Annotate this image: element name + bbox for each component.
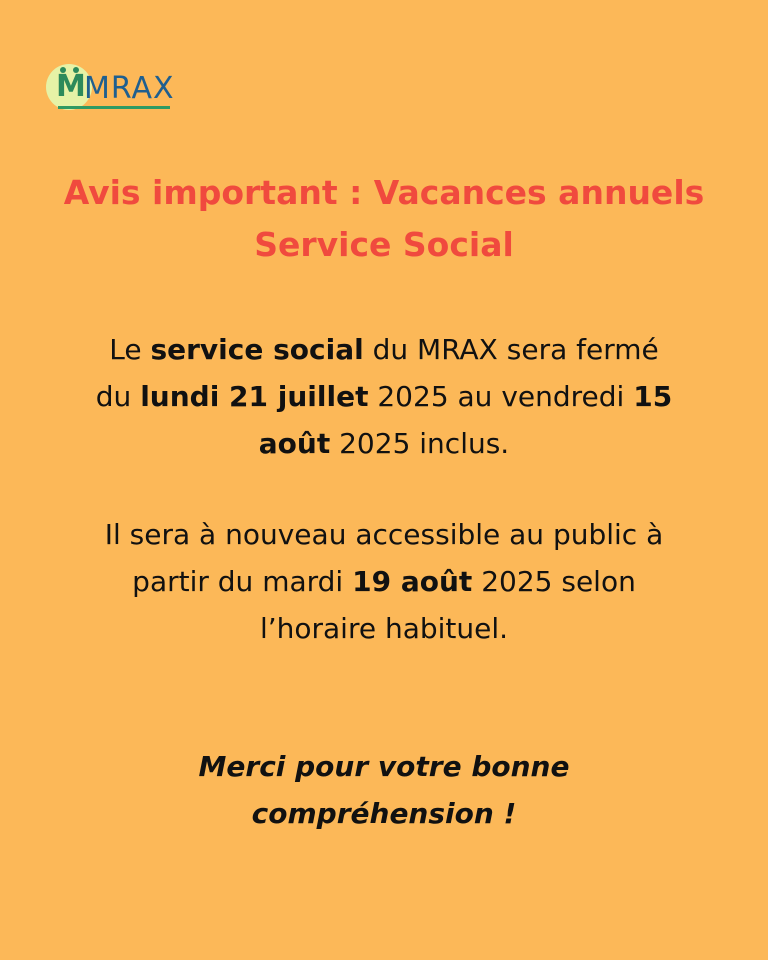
closing-line-2: compréhension ! bbox=[251, 797, 517, 830]
p1-text-2: du MRAX sera fermé bbox=[363, 333, 659, 366]
p1-bold-end-day: 15 bbox=[633, 380, 673, 413]
mrax-logo bbox=[46, 64, 175, 114]
closing-line-1: Merci pour votre bonne bbox=[198, 750, 570, 783]
title-line-2: Service Social bbox=[254, 225, 514, 264]
p2-text-3: 2025 selon bbox=[472, 565, 636, 598]
p1-bold-end-month: août bbox=[258, 427, 331, 460]
logo-text: MRAX bbox=[84, 71, 175, 106]
p1-text-1: Le bbox=[109, 333, 151, 366]
p1-text-3: du bbox=[95, 380, 141, 413]
p1-text-4: 2025 au vendredi bbox=[368, 380, 634, 413]
p2-text-4: l’horaire habituel. bbox=[259, 612, 509, 645]
closing-message bbox=[44, 743, 724, 837]
title-line-1: Avis important : Vacances annuels bbox=[63, 173, 705, 212]
p1-bold-start-date: lundi 21 juillet bbox=[140, 380, 369, 413]
notice-title bbox=[20, 167, 748, 271]
p2-text-2: partir du mardi bbox=[132, 565, 353, 598]
closure-paragraph bbox=[44, 326, 724, 467]
logo-m-glyph: M bbox=[56, 69, 86, 104]
p1-bold-service-social: service social bbox=[150, 333, 364, 366]
logo-underline bbox=[58, 106, 170, 109]
p1-text-5: 2025 inclus. bbox=[330, 427, 510, 460]
p2-text-1: Il sera à nouveau accessible au public à bbox=[104, 518, 664, 551]
reopening-paragraph bbox=[44, 511, 724, 652]
p2-bold-reopen-date: 19 août bbox=[352, 565, 473, 598]
